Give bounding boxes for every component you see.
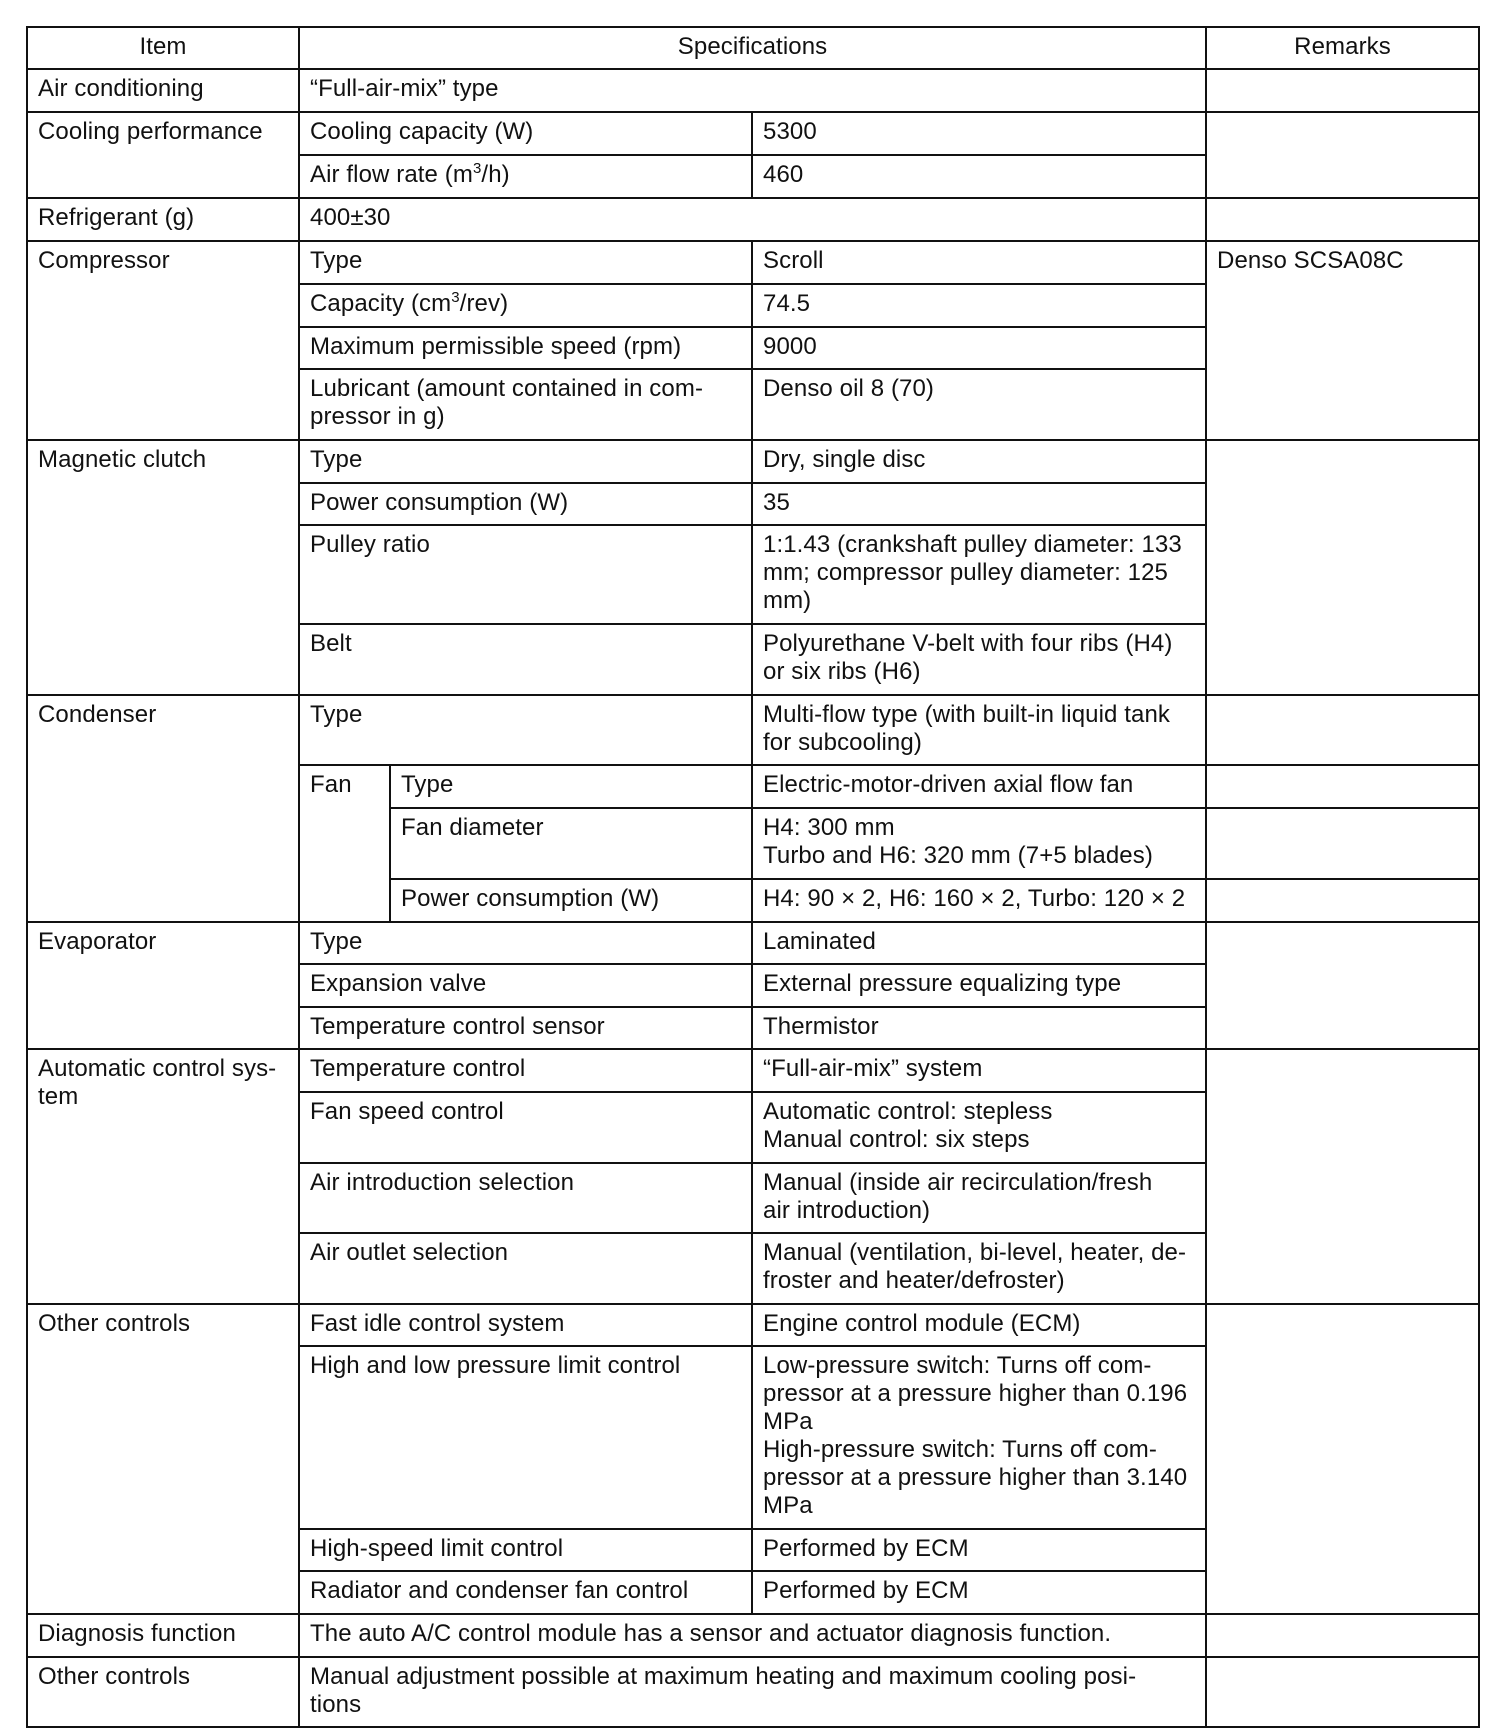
spec-sheet: [26, 26, 1480, 1728]
table-row: [27, 112, 1479, 155]
spec-value-cell: Polyurethane V-belt with four ribs (H4) or six ribs (H6): [752, 624, 1206, 695]
table-row: [27, 922, 1479, 964]
table-row: [27, 440, 1479, 483]
header-row: [27, 27, 1479, 69]
spec-label-cell: Radiator and condenser fan control: [299, 1571, 752, 1614]
spec-label-cell: [299, 284, 752, 327]
spec-value-cell: Denso oil 8 (70): [752, 369, 1206, 440]
header-remarks: Remarks: [1206, 27, 1479, 69]
table-row: [27, 695, 1479, 765]
spec-label-cell: Type: [299, 695, 752, 765]
remarks-cell: [1206, 808, 1479, 879]
spec-label-cell: [299, 155, 752, 198]
spec-label-cell: High-speed limit control: [299, 1529, 752, 1571]
table-row: [27, 1304, 1479, 1346]
superscript: 3: [472, 160, 482, 177]
spec-value-cell: “Full-air-mix” system: [752, 1049, 1206, 1092]
remarks-cell: [1206, 112, 1479, 198]
item-cell: Condenser: [27, 695, 299, 922]
item-cell: Compressor: [27, 241, 299, 440]
spec-value-cell: 35: [752, 483, 1206, 525]
spec-value-cell: 460: [752, 155, 1206, 198]
item-cell: Refrigerant (g): [27, 198, 299, 241]
spec-label-cell: Fast idle control system: [299, 1304, 752, 1346]
spec-value-cell: H4: 90 × 2, H6: 160 × 2, Turbo: 120 × 2: [752, 879, 1206, 922]
item-cell: Evaporator: [27, 922, 299, 1049]
remarks-cell: [1206, 695, 1479, 765]
spec-value-cell: 1:1.43 (crankshaft pulley diameter: 133 mm; compressor pulley diameter: 125 mm): [752, 525, 1206, 624]
spec-value-cell: Scroll: [752, 241, 1206, 284]
header-specifications: Specifications: [299, 27, 1206, 69]
spec-value-cell: Automatic control: stepless Manual control: six steps: [752, 1092, 1206, 1163]
spec-value-cell: Performed by ECM: [752, 1571, 1206, 1614]
item-cell: Diagnosis function: [27, 1614, 299, 1657]
spec-label-cell: Pulley ratio: [299, 525, 752, 624]
spec-label-cell: Type: [299, 922, 752, 964]
remarks-cell: [1206, 765, 1479, 808]
spec-label-cell: Power consumption (W): [390, 879, 752, 922]
table-row: [27, 69, 1479, 112]
remarks-cell: [1206, 1304, 1479, 1614]
spec-label-cell: Fan speed control: [299, 1092, 752, 1163]
item-cell: Other controls: [27, 1657, 299, 1727]
remarks-cell: [1206, 1614, 1479, 1657]
remarks-cell: [1206, 1657, 1479, 1727]
label-text: Air flow rate (m: [310, 161, 473, 188]
spec-value-cell: 9000: [752, 327, 1206, 369]
spec-value-cell: Low-pressure switch: Turns off com- pressor at a pressure higher than 0.196 MPa High-pressure switch: Turns off com- pressor at a pressure higher than 3.140 MPa: [752, 1346, 1206, 1529]
label-text: /h): [481, 161, 510, 188]
spec-label-cell: Air outlet selection: [299, 1233, 752, 1304]
spec-label-cell: Power consumption (W): [299, 483, 752, 525]
spec-value-cell: Performed by ECM: [752, 1529, 1206, 1571]
spec-label-cell: Temperature control sensor: [299, 1007, 752, 1049]
spec-value-cell: External pressure equalizing type: [752, 964, 1206, 1007]
spec-label-cell: Type: [299, 440, 752, 483]
spec-value-cell: Thermistor: [752, 1007, 1206, 1049]
item-cell: Air conditioning: [27, 69, 299, 112]
table-row: [27, 241, 1479, 284]
spec-cell: The auto A/C control module has a sensor and actuator diagnosis function.: [299, 1614, 1206, 1657]
remarks-cell: Denso SCSA08C: [1206, 241, 1479, 440]
spec-value-cell: Laminated: [752, 922, 1206, 964]
spec-label-cell: Fan diameter: [390, 808, 752, 879]
remarks-cell: [1206, 922, 1479, 1049]
spec-label-cell: Cooling capacity (W): [299, 112, 752, 155]
spec-label-cell: Type: [390, 765, 752, 808]
table-row: [27, 1657, 1479, 1727]
spec-value-cell: 5300: [752, 112, 1206, 155]
spec-cell: “Full-air-mix” type: [299, 69, 1206, 112]
header-item: Item: [27, 27, 299, 69]
spec-value-cell: H4: 300 mm Turbo and H6: 320 mm (7+5 blades): [752, 808, 1206, 879]
specifications-table: [26, 26, 1480, 1728]
spec-value-cell: Manual (ventilation, bi-level, heater, de- froster and heater/defroster): [752, 1233, 1206, 1304]
remarks-cell: [1206, 198, 1479, 241]
spec-label-cell: Belt: [299, 624, 752, 695]
item-cell: Magnetic clutch: [27, 440, 299, 695]
spec-label-cell: Temperature control: [299, 1049, 752, 1092]
remarks-cell: [1206, 879, 1479, 922]
table-row: [27, 198, 1479, 241]
spec-label-cell: Lubricant (amount contained in com- pressor in g): [299, 369, 752, 440]
remarks-cell: [1206, 69, 1479, 112]
spec-value-cell: Electric-motor-driven axial flow fan: [752, 765, 1206, 808]
spec-label-cell: High and low pressure limit control: [299, 1346, 752, 1529]
spec-label-cell: Air introduction selection: [299, 1163, 752, 1233]
remarks-cell: [1206, 1049, 1479, 1304]
table-row: [27, 1614, 1479, 1657]
item-cell: Cooling performance: [27, 112, 299, 198]
spec-value-cell: Engine control module (ECM): [752, 1304, 1206, 1346]
remarks-cell: [1206, 440, 1479, 695]
item-cell: Automatic control sys- tem: [27, 1049, 299, 1304]
spec-label-cell: Maximum permissible speed (rpm): [299, 327, 752, 369]
spec-cell: Manual adjustment possible at maximum heating and maximum cooling posi- tions: [299, 1657, 1206, 1727]
superscript: 3: [451, 289, 460, 306]
spec-cell: 400±30: [299, 198, 1206, 241]
spec-value-cell: Manual (inside air recirculation/fresh air introduction): [752, 1163, 1206, 1233]
fan-label-cell: Fan: [299, 765, 390, 922]
spec-value-cell: Dry, single disc: [752, 440, 1206, 483]
spec-label-cell: Type: [299, 241, 752, 284]
label-text: Capacity (cm: [310, 290, 452, 317]
spec-label-cell: Expansion valve: [299, 964, 752, 1007]
spec-value-cell: Multi-flow type (with built-in liquid tank for subcooling): [752, 695, 1206, 765]
item-cell: Other controls: [27, 1304, 299, 1614]
table-row: [27, 1049, 1479, 1092]
label-text: /rev): [459, 290, 509, 317]
spec-value-cell: 74.5: [752, 284, 1206, 327]
